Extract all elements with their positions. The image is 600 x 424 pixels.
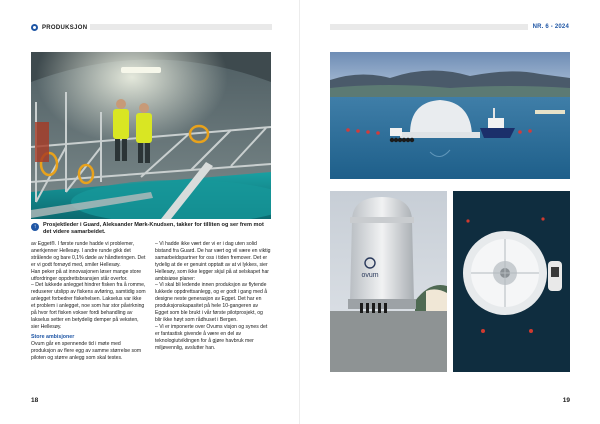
header-bar	[90, 24, 272, 30]
arrow-icon: ↑	[31, 223, 39, 231]
section-label: PRODUKSJON	[42, 24, 88, 31]
paragraph: – Vi skal bli ledende innen produksjon av flytende lukkede oppdrettsanlegg, og er godt i gang med å designe neste generasjon av Egget. Det har en produksjonskapasitet på hele 10-gangeren av Egget som ble brukt i vår første pilotprosjekt, og blir ikke høyt som rådhuset i Bergen.	[155, 282, 268, 323]
aerial-illustration	[453, 191, 570, 372]
aerial-photo	[453, 191, 570, 372]
photo-caption	[31, 222, 271, 236]
section-marker	[31, 24, 87, 31]
section-dot-icon	[31, 24, 38, 31]
egg-illustration	[330, 191, 447, 372]
paragraph: Han peker på at innovasjonen løser mange store utfordringer oppdrettsbransjen står overfor.	[31, 268, 142, 282]
egg-on-land-photo	[330, 191, 447, 372]
text-column-2	[155, 241, 271, 352]
paragraph: – Vi hadde ikke vært der vi er i dag uten solid bistand fra Guard. De har vært og vil være en viktig samarbeidspartner for oss i tiden fremover. Det er tydelig at de er genuint opptatt av at vi lykkes, sier Hellesøy, som ikke legger skjul på at selskapet har ambisiøse planer:	[155, 241, 271, 282]
subheading: Store ambisjoner	[31, 333, 75, 340]
sea-egg-photo	[330, 52, 570, 179]
page-number: 18	[31, 397, 39, 404]
header-bar	[330, 24, 528, 30]
paragraph: – Det lukkede anlegget hindrer fisken fra å romme, reduserer utslipp av fiskens avføring, samtidig som anlegget forbedrer fiskehelsen. Lakselus var ikke et problem i anlegget, noe som har stor påvirkning på hvor fort fisken vokser fordi behandling av lakselus setter en betydelig demper på veksten, sier Hellesøy.	[31, 282, 146, 330]
paragraph: Ovum går en spennende tid i møte med produksjon av flere egg av samme størrelse som piloten og større anlegg som skal testes.	[31, 340, 142, 361]
paragraph: – Vi er imponerte over Ovums visjon og synes det er fantastisk givende å være en del av teknologiutviklingen for å gjøre havbruk mer miljøvennlig, avslutter han.	[155, 323, 268, 351]
text-column-1	[31, 241, 147, 361]
facility-photo	[31, 52, 271, 219]
facility-illustration	[31, 52, 271, 219]
caption-text: Prosjektleder i Guard, Aleksander Mørk-Knudsen, takker for tilliten og ser frem mot det videre samarbeidet.	[43, 222, 264, 236]
page-number: 19	[562, 397, 570, 404]
right-page	[300, 0, 600, 424]
paragraph: av Egget®. I første runde hadde vi problemer, anerkjenner Hellesøy. I andre runde gikk det strålende og bare 0,1% døde av håndteringen. Det er vi godt fornøyd med, smiler Hellesøy.	[31, 241, 146, 268]
sea-illustration	[330, 52, 570, 179]
issue-number: NR. 6 - 2024	[532, 24, 569, 30]
ovum-logo-text: ovum	[361, 272, 379, 279]
